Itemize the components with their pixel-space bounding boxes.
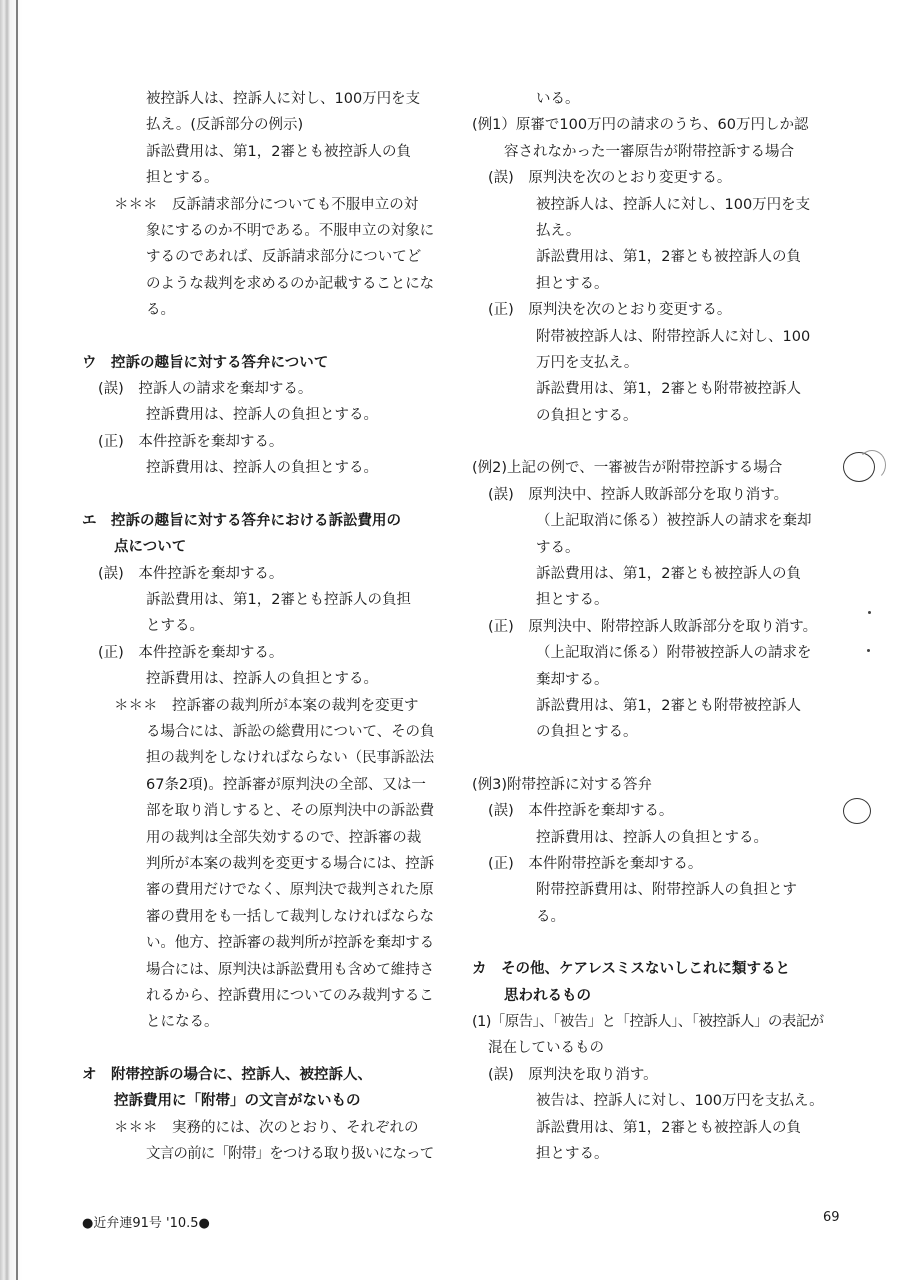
- paragraph-gap: [82, 482, 432, 508]
- text-line: 附帯被控訴人は、附帯控訴人に対し、100: [536, 328, 811, 345]
- text-line: る。: [536, 908, 565, 925]
- text-line: とになる。: [146, 1014, 219, 1031]
- text-line: (正) 本件控訴を棄却する。: [98, 433, 284, 450]
- text-line: (例2)上記の例で、一審被告が附帯控訴する場合: [472, 460, 783, 477]
- section-heading-line: オ 附帯控訴の場合に、控訴人、被控訴人、: [82, 1066, 372, 1083]
- section-heading-line: 点について: [114, 539, 187, 556]
- text-line: (1)「原告」、「被告」と「控訴人」、「被控訴人」の表記が: [472, 1014, 824, 1030]
- paragraph-gap: [82, 324, 432, 350]
- text-line: 控訴費用は、控訴人の負担とする。: [146, 460, 378, 477]
- text-line: 訴訟費用は、第1，2審とも被控訴人の負: [536, 1119, 801, 1136]
- binding-line: [16, 0, 18, 1280]
- text-line: 担とする。: [536, 592, 609, 609]
- text-line: 払え。: [536, 223, 581, 240]
- text-line: ＊＊＊ 控訴審の裁判所が本案の裁判を変更す: [114, 697, 419, 714]
- text-line: 訴訟費用は、第1，2審とも控訴人の負担: [146, 591, 411, 608]
- text-line: る。: [146, 302, 175, 319]
- text-line: (誤) 原判決を取り消す。: [488, 1066, 658, 1083]
- text-line: するのであれば、反訴請求部分についてど: [146, 249, 422, 266]
- speck-mark: [868, 611, 871, 614]
- page-number: 69: [823, 1210, 840, 1225]
- text-line: 象にするのか不明である。不服申立の対象に: [146, 223, 434, 240]
- paragraph-gap: [472, 746, 822, 772]
- journal-footer: ●近弁連91号 '10.5●: [82, 1216, 210, 1231]
- text-line: する。: [536, 539, 580, 556]
- text-line: (誤) 控訴人の請求を棄却する。: [98, 381, 313, 398]
- text-line: 担とする。: [536, 1146, 609, 1163]
- text-line: 控訴費用は、控訴人の負担とする。: [536, 829, 768, 846]
- text-line: れるから、控訴費用についてのみ裁判するこ: [146, 988, 434, 1004]
- left-text-column: [82, 86, 435, 1167]
- section-heading-line: ウ 控訴の趣旨に対する答弁について: [82, 354, 329, 371]
- text-line: 被控訴人は、控訴人に対し、100万円を支: [146, 91, 421, 107]
- text-line: のような裁判を求めるのか記載することにな: [146, 275, 434, 292]
- text-line: (誤) 本件控訴を棄却する。: [98, 565, 284, 582]
- text-line: (正) 原判決中、附帯控訴人敗訴部分を取り消す。: [488, 618, 818, 635]
- text-line: いる。: [536, 91, 580, 107]
- speck-mark: [867, 649, 870, 652]
- section-heading-line: カ その他、ケアレスミスないしこれに類すると: [472, 961, 790, 978]
- text-line: 控訴費用は、控訴人の負担とする。: [146, 407, 378, 424]
- text-line: (正) 本件控訴を棄却する。: [98, 644, 284, 661]
- text-line: 場合には、原判決は訴訟費用も含めて維持さ: [146, 961, 434, 978]
- text-line: 訴訟費用は、第1，2審とも被控訴人の負: [536, 565, 801, 582]
- text-line: 担とする。: [536, 275, 609, 292]
- text-line: 控訴費用は、控訴人の負担とする。: [146, 671, 378, 688]
- text-line: (誤) 原判決を次のとおり変更する。: [488, 170, 732, 187]
- section-heading-line: 思われるもの: [504, 987, 591, 1004]
- text-line: 被告は、控訴人に対し、100万円を支払え。: [536, 1093, 824, 1110]
- paragraph-gap: [472, 930, 822, 956]
- text-line: 担とする。: [146, 170, 219, 187]
- scan-edge: [0, 0, 22, 1280]
- text-line: (誤) 原判決中、控訴人敗訴部分を取り消す。: [488, 486, 789, 503]
- paragraph-gap: [82, 1036, 432, 1062]
- text-line: 訴訟費用は、第1，2審とも被控訴人の負: [146, 143, 411, 160]
- text-line: (正) 本件附帯控訴を棄却する。: [488, 855, 703, 872]
- text-line: 訴訟費用は、第1，2審とも附帯被控訴人: [536, 381, 801, 398]
- text-line: とする。: [146, 618, 204, 635]
- text-line: ＊＊＊ 実務的には、次のとおり、それぞれの: [114, 1119, 419, 1136]
- text-line: 審の費用をも一括して裁判しなければならな: [146, 908, 434, 925]
- text-line: の負担とする。: [536, 407, 638, 424]
- text-line: (正) 原判決を次のとおり変更する。: [488, 302, 732, 319]
- text-line: (例3)附帯控訴に対する答弁: [472, 776, 653, 793]
- text-line: 審の費用だけでなく、原判決で裁判された原: [146, 882, 434, 899]
- text-line: の負担とする。: [536, 724, 638, 741]
- text-line: (例1）原審で100万円の請求のうち、60万円しか認: [472, 117, 809, 134]
- text-line: る場合には、訴訟の総費用について、その負: [146, 723, 435, 740]
- section-heading-line: エ 控訴の趣旨に対する答弁における訴訟費用の: [82, 512, 401, 529]
- text-line: 混在しているもの: [488, 1040, 604, 1057]
- right-text-column: [472, 86, 822, 1167]
- text-line: 払え。(反訴部分の例示): [146, 117, 304, 134]
- text-line: （上記取消に係る）被控訴人の請求を棄却: [536, 513, 812, 530]
- punch-hole-shadow-upper: [858, 450, 886, 480]
- text-line: 用の裁判は全部失効するので、控訴審の裁: [146, 829, 422, 846]
- text-line: 容されなかった一審原告が附帯控訴する場合: [504, 143, 794, 160]
- text-line: (誤) 本件控訴を棄却する。: [488, 803, 674, 820]
- text-line: 文言の前に「附帯」をつける取り扱いになって: [146, 1146, 434, 1163]
- section-heading-line: 控訴費用に「附帯」の文言がないもの: [114, 1093, 361, 1110]
- paragraph-gap: [472, 429, 822, 455]
- text-line: ＊＊＊ 反訴請求部分についても不服申立の対: [114, 196, 419, 213]
- text-line: 担の裁判をしなければならない（民事訴訟法: [146, 750, 434, 767]
- text-line: 訴訟費用は、第1，2審とも被控訴人の負: [536, 249, 801, 266]
- text-line: 訴訟費用は、第1，2審とも附帯被控訴人: [536, 697, 801, 714]
- text-line: 被控訴人は、控訴人に対し、100万円を支: [536, 196, 811, 213]
- text-line: 棄却する。: [536, 671, 609, 688]
- punch-hole-mark-lower: [843, 798, 871, 824]
- text-line: 判所が本案の裁判を変更する場合には、控訴: [146, 855, 434, 872]
- text-line: （上記取消に係る）附帯被控訴人の請求を: [536, 645, 812, 662]
- text-line: 部を取り消しすると、その原判決中の訴訟費: [146, 803, 434, 820]
- text-line: 万円を支払え。: [536, 355, 639, 372]
- text-line: 附帯控訴費用は、附帯控訴人の負担とす: [536, 882, 797, 899]
- text-line: い。他方、控訴審の裁判所が控訴を棄却する: [146, 935, 434, 952]
- text-line: 67条2項)。控訴審が原判決の全部、又は一: [146, 776, 426, 793]
